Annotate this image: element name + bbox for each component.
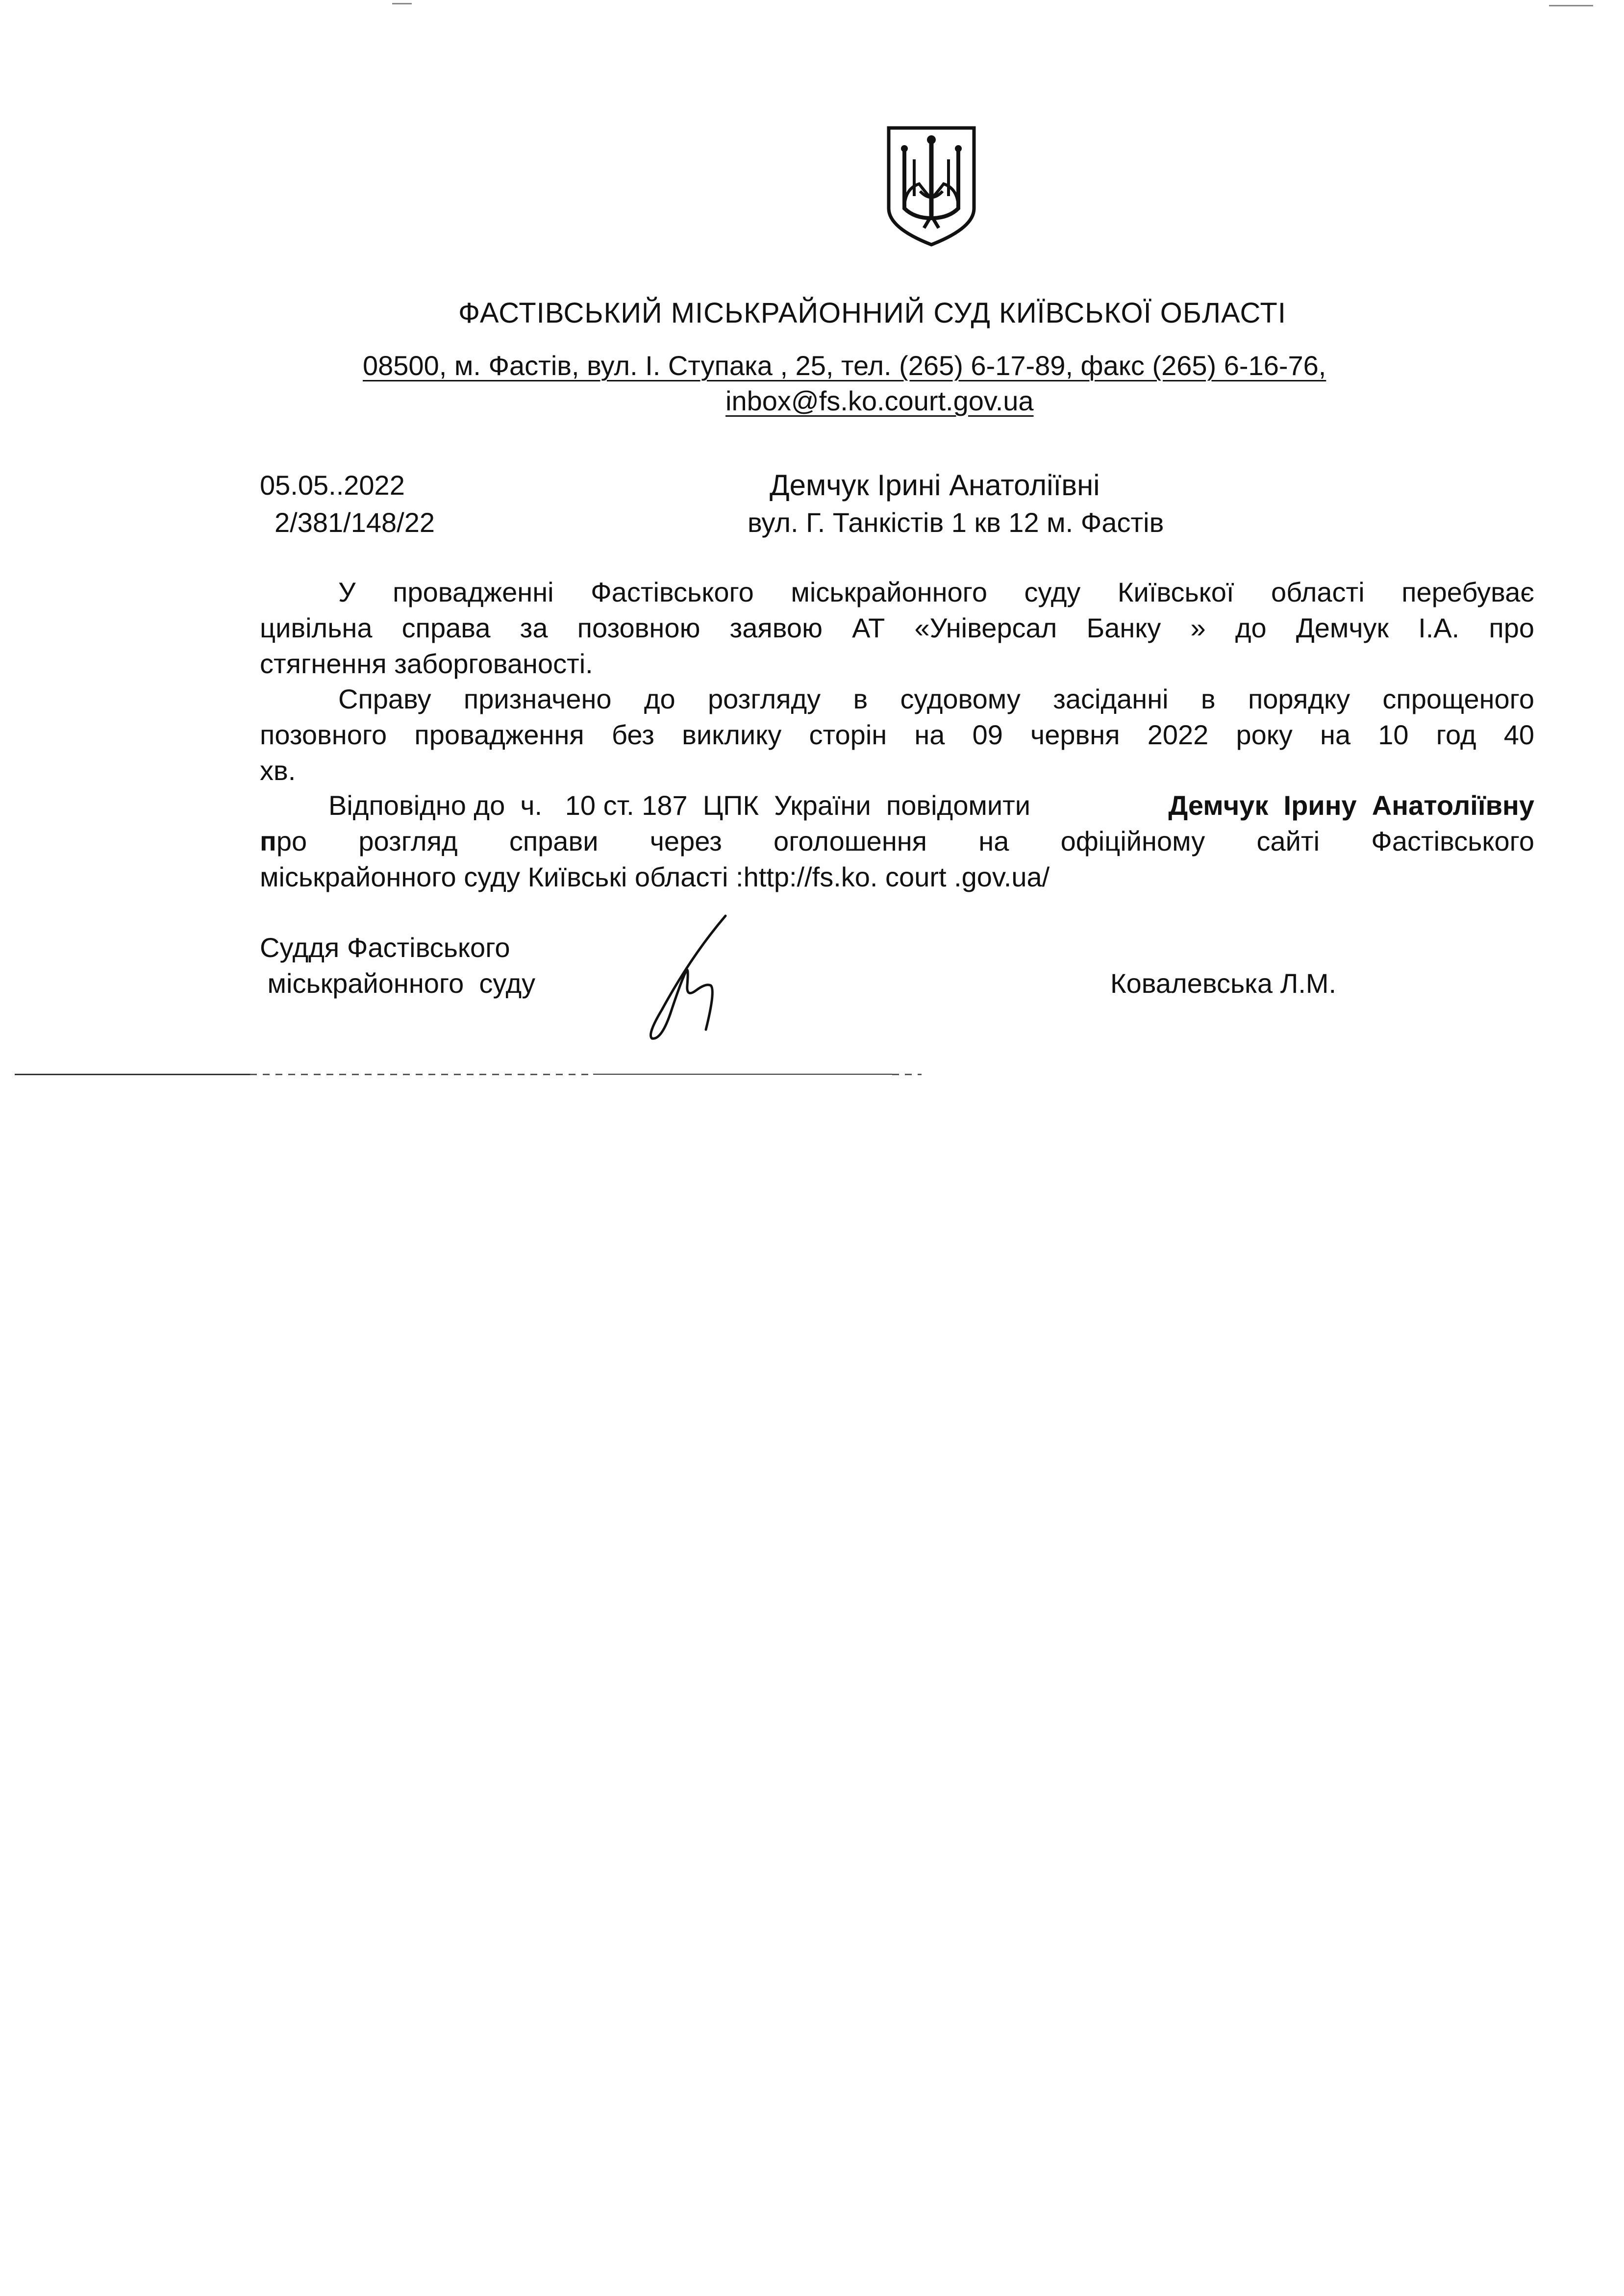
scan-speck [1549,5,1593,6]
addressee-name-bold: Демчук Ірину Анатоліївну [1168,790,1534,821]
scan-speck [392,3,412,4]
court-address: 08500, м. Фастів, вул. І. Ступака , 25, тел. (265) 6-17-89, факс (265) 6-16-76, [363,350,1326,381]
body-p2-line3: хв. [260,755,296,786]
body-p3-line2 [260,828,1534,855]
document-date: 05.05..2022 [260,470,405,501]
bottom-rule-dashed [250,1074,593,1075]
bottom-rule-left [15,1074,250,1075]
body-p2-line2: позовного провадження без виклику сторін на 09 червня 2022 року на 10 год 40 [260,719,1534,750]
court-name: ФАСТІВСЬКИЙ МІСЬКРАЙОННИЙ СУД КИЇВСЬКОЇ ОБЛАСТІ [458,297,1286,329]
body-p3-line3: міськрайонного суду Київські області :http://fs.ko. court .gov.ua/ [260,861,1050,892]
body-p3-line2-bold: п [260,826,276,857]
body-p1-line3: стягнення заборгованості. [260,648,593,679]
judge-title-line2: міськрайонного суду [260,968,536,999]
body-p3-line1-text: Відповідно до ч. 10 ст. 187 ЦПК України повідомити [328,790,1031,821]
body-p1-line1: У провадженні Фастівського міськрайонного суду Київської області перебуває [338,577,1534,607]
recipient-name: Демчук Ірині Анатоліївні [770,469,1100,502]
body-p3-line2-text: ро розгляд справи через оголошення на офіційному сайті Фастівського [276,826,1534,857]
bottom-rule-right [593,1074,892,1075]
body-p3-line1 [328,792,1534,819]
coat-of-arms-icon [885,125,978,248]
recipient-address: вул. Г. Танкістів 1 кв 12 м. Фастів [748,507,1164,538]
body-p2-line1: Справу призначено до розгляду в судовому засіданні в порядку спрощеного [338,683,1534,714]
body-p1-line2: цивільна справа за позовною заявою АТ «Універсал Банку » до Демчук І.А. про [260,612,1534,643]
court-email: inbox@fs.ko.court.gov.ua [725,385,1034,416]
judge-title-line1: Суддя Фастівського [260,932,510,963]
case-number: 2/381/148/22 [275,507,435,538]
handwritten-signature [632,912,745,1044]
bottom-rule-end [892,1074,922,1075]
signer-name: Ковалевська Л.М. [1110,968,1337,999]
coat-of-arms [885,125,978,248]
